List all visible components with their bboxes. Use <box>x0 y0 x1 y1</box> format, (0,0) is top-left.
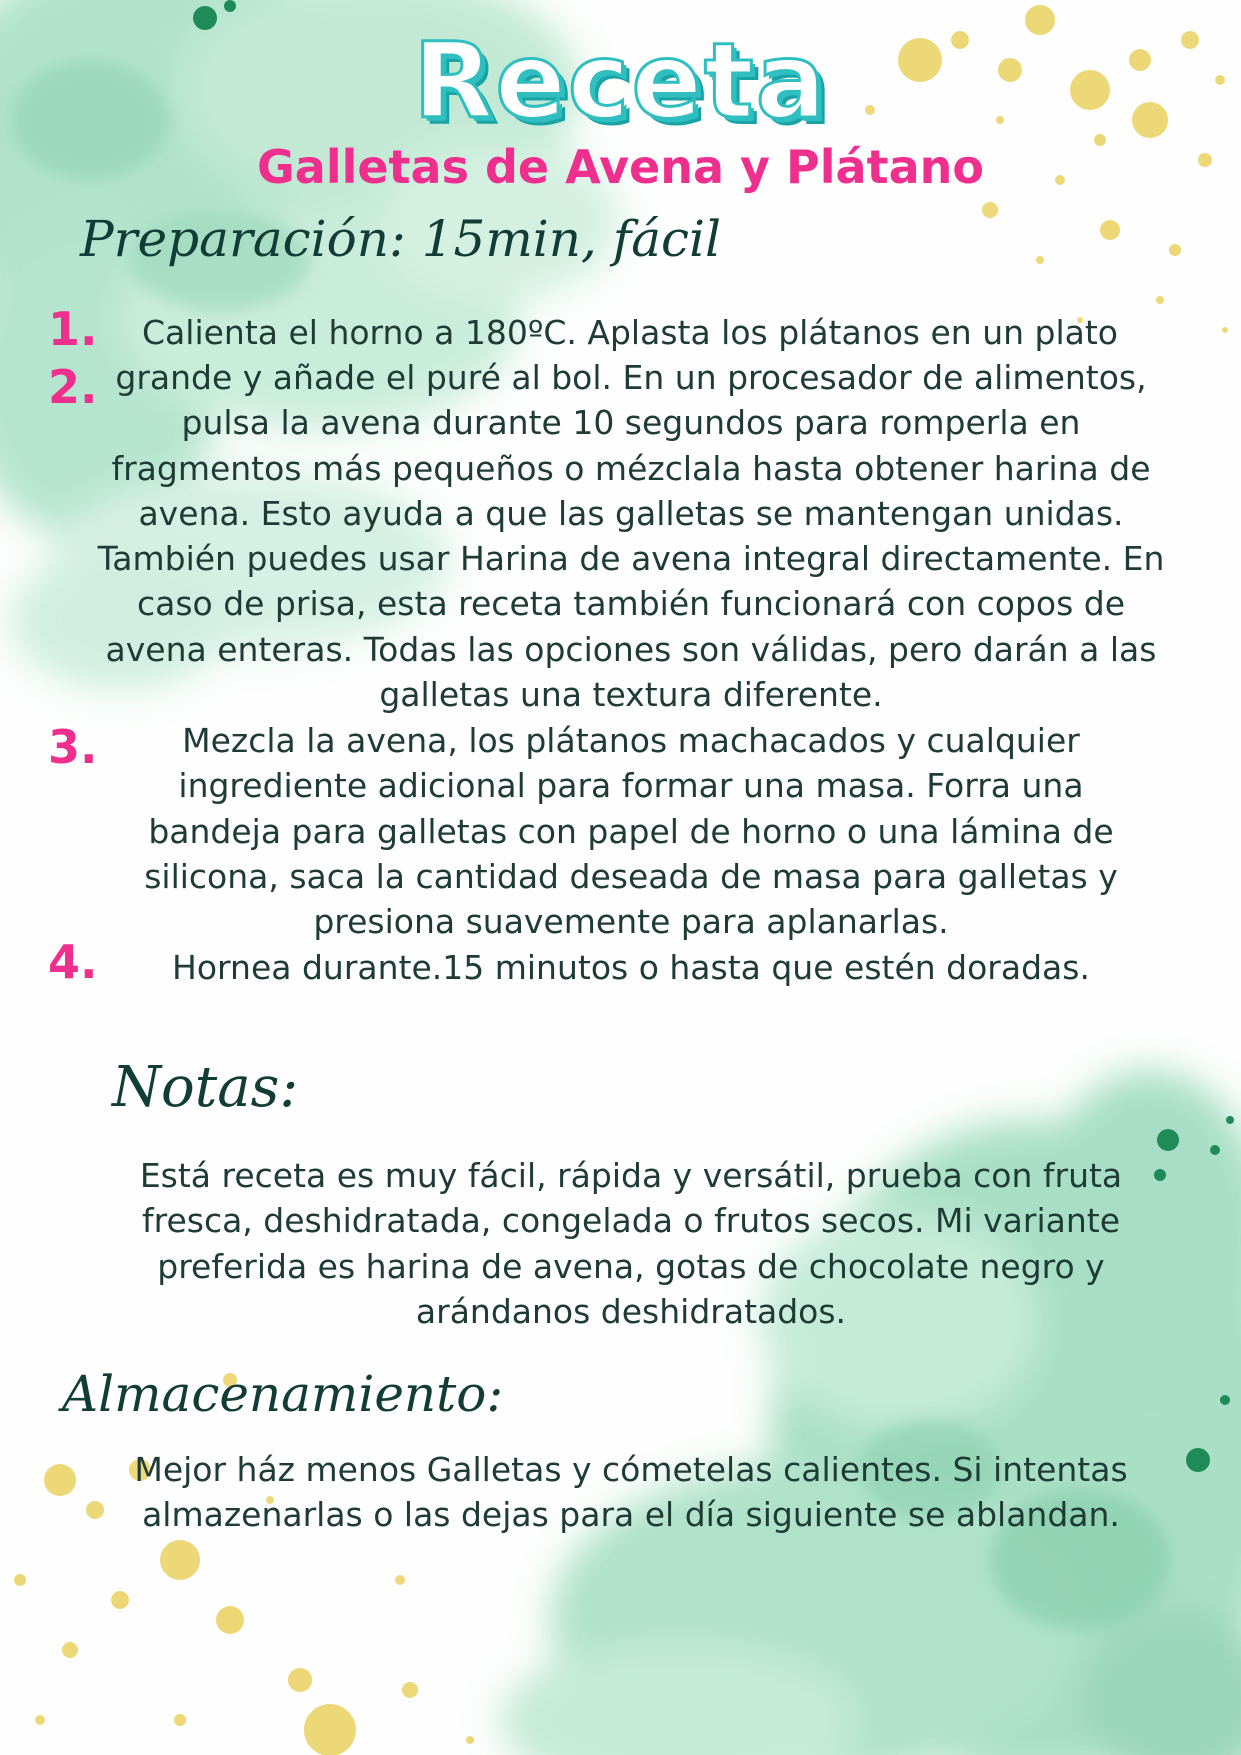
storage-text: Mejor ház menos Galletas y cómetelas calientes. Si intentas almazenarlas o las dejas para el día siguiente se ablandan. <box>134 1450 1128 1535</box>
step-4-number: 4. <box>48 935 98 989</box>
step-4-text: Hornea durante.15 minutos o hasta que estén doradas. <box>172 948 1090 987</box>
step-3-number: 3. <box>48 720 98 774</box>
step-2-number: 2. <box>48 360 98 414</box>
notes-heading: Notas: <box>112 1055 299 1120</box>
step-2-text: grande y añade el puré al bol. En un procesador de alimentos, pulsa la avena durante 10 segundos para romperla en fragmentos más pequeños o mézclala hasta obtener harina de avena. Esto ayuda a que las galletas se mantengan unidas. También puedes usar Harina de avena integral directamente. En caso de prisa, esta receta también funcionará con copos de avena enteras. Todas las opciones son válidas, pero darán a las galletas una textura diferente. <box>97 358 1165 715</box>
storage-heading: Almacenamiento: <box>62 1365 504 1423</box>
preparation-label: Preparación: 15min, fácil <box>80 210 722 268</box>
step-1-number: 1. <box>48 302 98 356</box>
recipe-subtitle: Galletas de Avena y Plátano <box>257 140 984 194</box>
step-1-text: Calienta el horno a 180ºC. Aplasta los plátanos en un plato <box>142 313 1118 352</box>
step-3-text: Mezcla la avena, los plátanos machacados y cualquier ingrediente adicional para formar una masa. Forra una bandeja para galletas con papel de horno o una lámina de silicona, saca la cantidad deseada de masa para galletas y presiona suavemente para aplanarlas. <box>144 721 1118 942</box>
recipe-title: Receta <box>413 20 828 142</box>
notes-text: Está receta es muy fácil, rápida y versátil, prueba con fruta fresca, deshidratada, congelada o frutos secos. Mi variante preferida es harina de avena, gotas de chocolate negro y arándanos deshidratados. <box>139 1156 1123 1331</box>
